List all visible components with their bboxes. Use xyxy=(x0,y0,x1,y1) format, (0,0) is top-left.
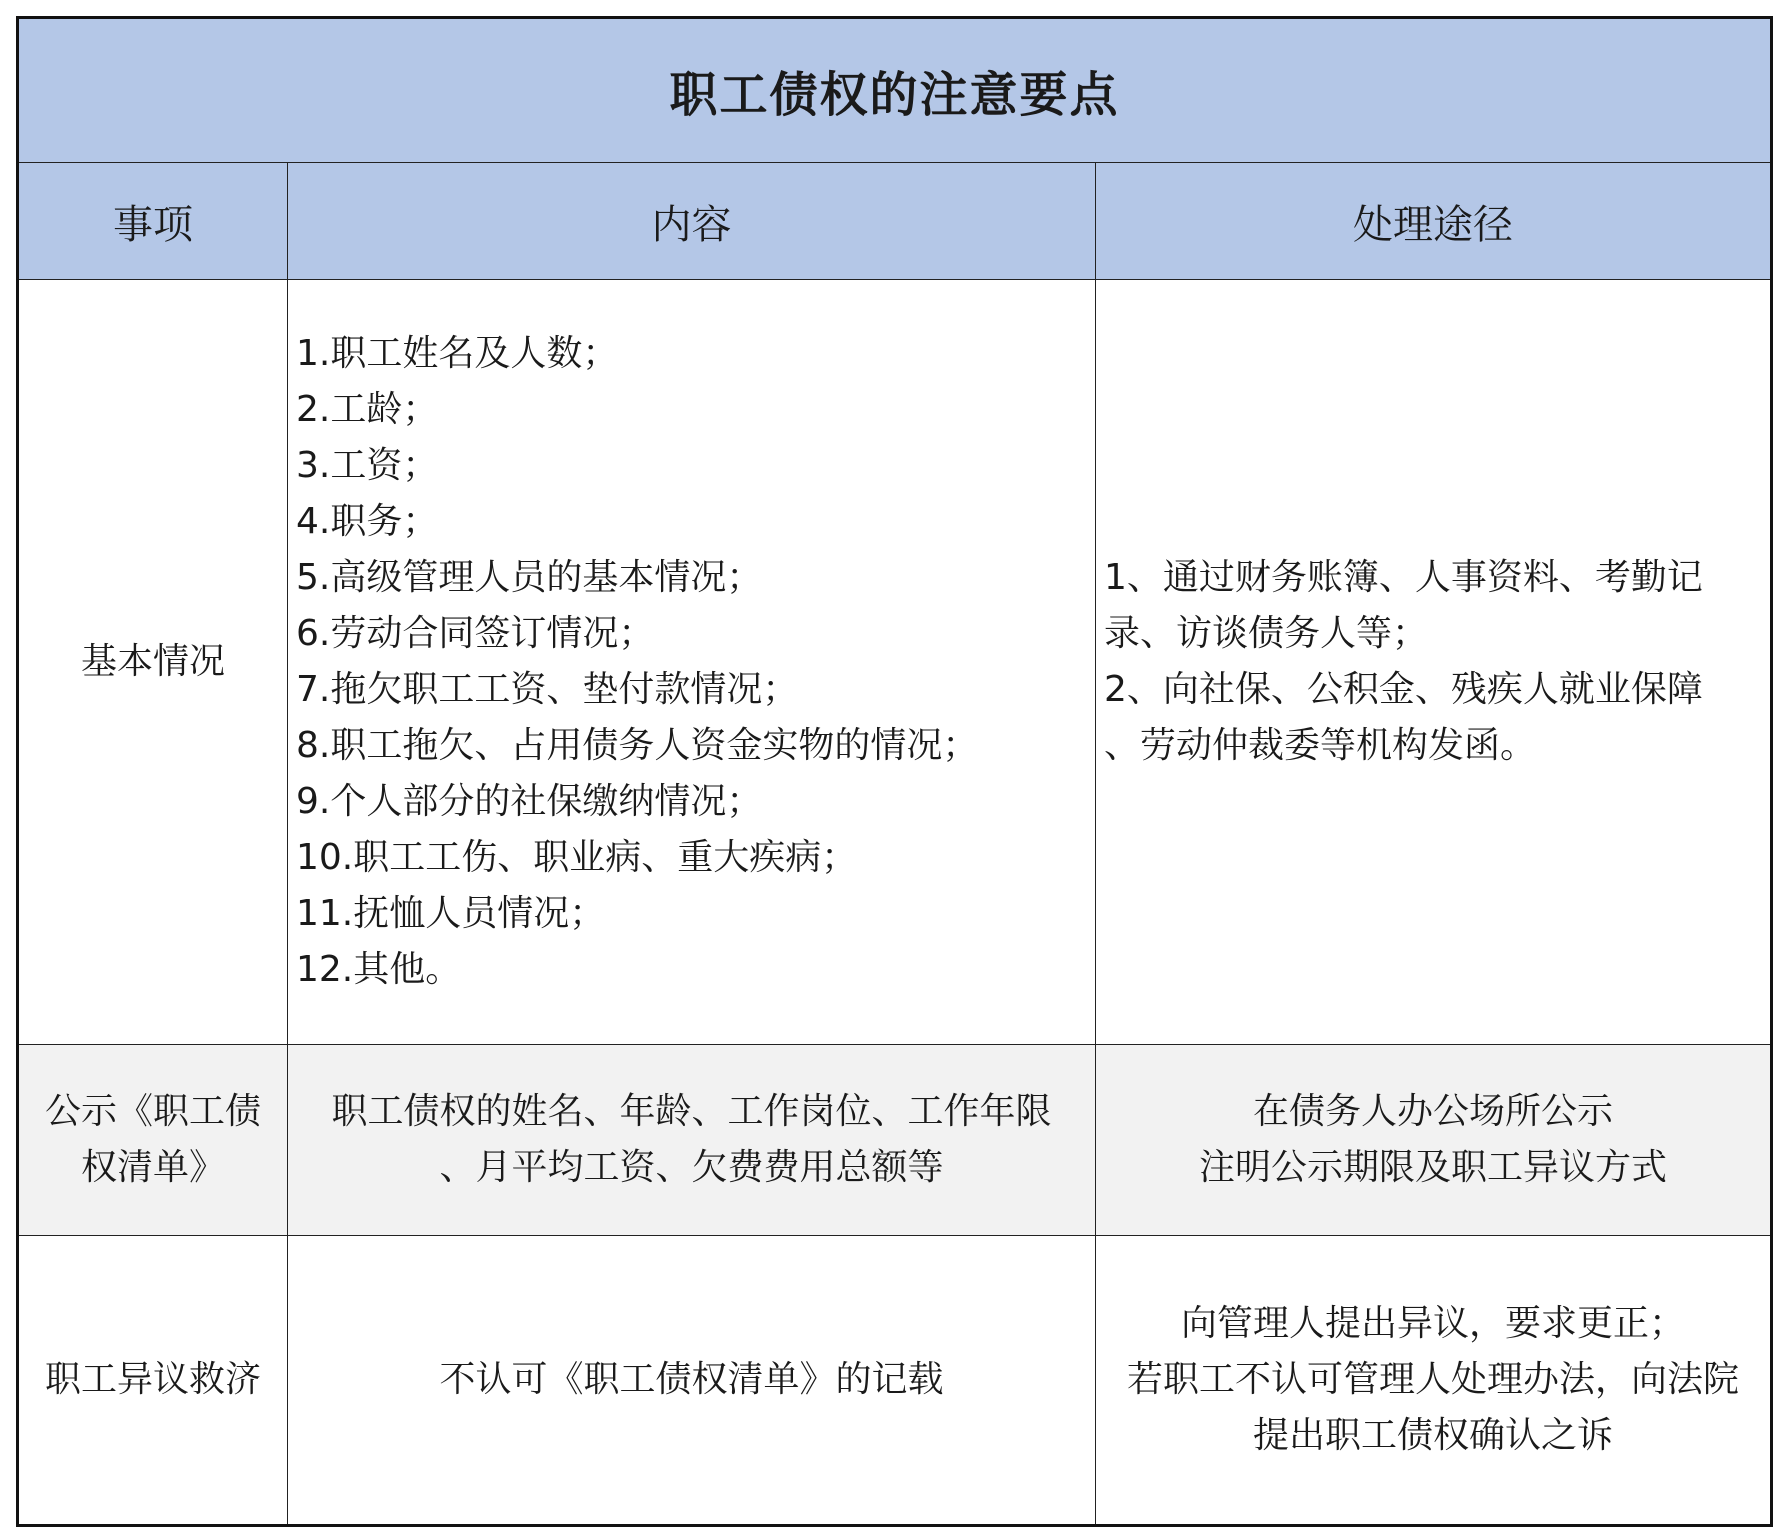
route-line: 注明公示期限及职工异议方式 xyxy=(1199,1147,1668,1188)
item-line: 公示《职工债 xyxy=(44,1091,261,1132)
content-line: 3.工资； xyxy=(296,445,439,486)
route-line: 若职工不认可管理人处理办法，向法院 xyxy=(1127,1359,1740,1400)
table-row-objection xyxy=(18,1236,1772,1526)
content-line: 2.工龄； xyxy=(296,389,439,430)
header-route: 处理途径 xyxy=(1096,163,1772,280)
item-cell: 职工异议救济 xyxy=(18,1236,288,1526)
content-line: 1.职工姓名及人数； xyxy=(296,333,619,374)
content-cell: 不认可《职工债权清单》的记载 xyxy=(288,1236,1096,1526)
header-item: 事项 xyxy=(18,163,288,280)
content-line: 职工债权的姓名、年龄、工作岗位、工作年限 xyxy=(331,1091,1052,1132)
route-line: 1、通过财务账簿、人事资料、考勤记 xyxy=(1104,557,1703,598)
route-cell xyxy=(1096,1236,1772,1526)
route-line: 向管理人提出异议，要求更正； xyxy=(1181,1303,1686,1344)
content-line: 10.职工工伤、职业病、重大疾病； xyxy=(296,837,858,878)
content-line: 、月平均工资、欠费费用总额等 xyxy=(439,1147,944,1188)
item-line: 权清单》 xyxy=(80,1147,225,1188)
content-line: 12.其他。 xyxy=(296,949,462,990)
content-line: 6.劳动合同签订情况； xyxy=(296,613,655,654)
item-cell xyxy=(18,1045,288,1236)
table-row-basic-info xyxy=(18,280,1772,1045)
item-cell: 基本情况 xyxy=(18,280,288,1045)
table-title: 职工债权的注意要点 xyxy=(18,18,1772,163)
content-line: 8.职工拖欠、占用债务人资金实物的情况； xyxy=(296,725,979,766)
content-line: 7.拖欠职工工资、垫付款情况； xyxy=(296,669,799,710)
content-line: 5.高级管理人员的基本情况； xyxy=(296,557,763,598)
route-line: 提出职工债权确认之诉 xyxy=(1253,1415,1614,1456)
route-line: 2、向社保、公积金、残疾人就业保障 xyxy=(1104,669,1703,710)
content-cell xyxy=(288,280,1096,1045)
employee-claims-table xyxy=(16,16,1773,1527)
table-row-publication xyxy=(18,1045,1772,1236)
route-cell xyxy=(1096,280,1772,1045)
content-line: 9.个人部分的社保缴纳情况； xyxy=(296,781,763,822)
route-cell xyxy=(1096,1045,1772,1236)
header-content: 内容 xyxy=(288,163,1096,280)
content-line: 11.抚恤人员情况； xyxy=(296,893,606,934)
content-cell xyxy=(288,1045,1096,1236)
route-line: 、劳动仲裁委等机构发函。 xyxy=(1104,725,1537,766)
route-line: 录、访谈债务人等； xyxy=(1104,613,1429,654)
content-line: 4.职务； xyxy=(296,501,439,542)
route-line: 在债务人办公场所公示 xyxy=(1253,1091,1614,1132)
